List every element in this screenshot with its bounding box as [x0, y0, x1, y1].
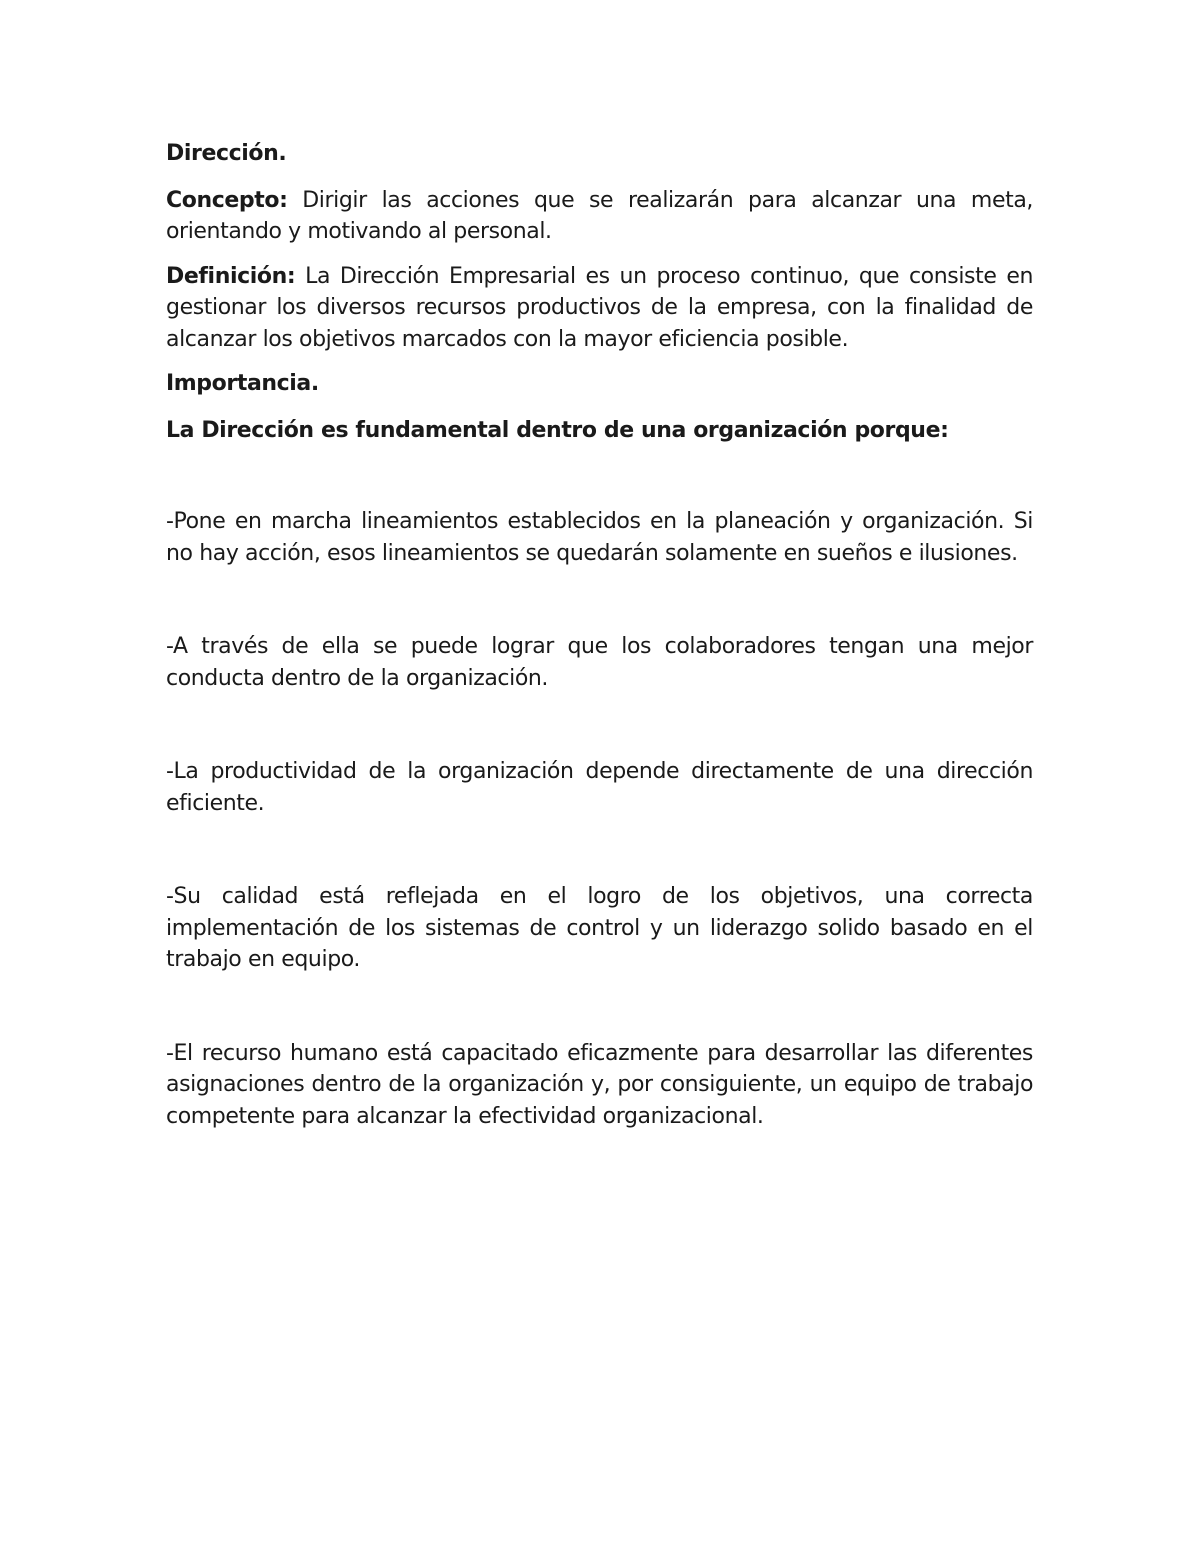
document-body	[166, 138, 1033, 1132]
concepto-paragraph	[166, 185, 1033, 248]
importancia-lead: La Dirección es fundamental dentro de una organización porque:	[166, 417, 949, 443]
list-item: -Pone en marcha lineamientos establecidos en la planeación y organización. Si no hay acción, esos lineamientos se quedarán solamente en sueños e ilusiones.	[166, 509, 1033, 566]
definicion-paragraph	[166, 261, 1033, 356]
definicion-text: La Dirección Empresarial es un proceso continuo, que consiste en gestionar los diversos recursos productivos de la empresa, con la finalidad de alcanzar los objetivos marcados con la mayor eficiencia posible.	[166, 263, 1033, 352]
concepto-text: Dirigir las acciones que se realizarán para alcanzar una meta, orientando y motivando al personal.	[166, 187, 1033, 244]
definicion-label: Definición:	[166, 263, 296, 289]
list-item: -Su calidad está reflejada en el logro de los objetivos, una correcta implementación de los sistemas de control y un liderazgo solido basado en el trabajo en equipo.	[166, 884, 1033, 972]
document-title: Dirección.	[166, 141, 287, 166]
importancia-heading: Importancia.	[166, 371, 319, 396]
list-item: -La productividad de la organización depende directamente de una dirección eficiente.	[166, 759, 1033, 816]
list-item: -El recurso humano está capacitado eficazmente para desarrollar las diferentes asignaciones dentro de la organización y, por consiguiente, un equipo de trabajo competente para alcanzar la efectividad organizacional.	[166, 1040, 1033, 1129]
concepto-label: Concepto:	[166, 187, 288, 213]
list-item: -A través de ella se puede lograr que los colaboradores tengan una mejor conducta dentro de la organización.	[166, 634, 1033, 691]
